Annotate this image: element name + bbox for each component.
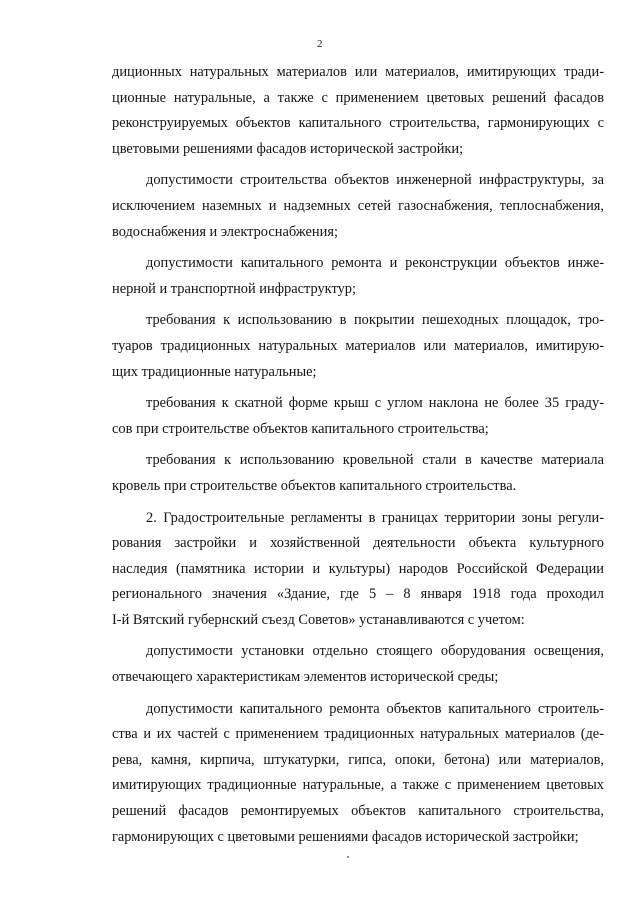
page-number: 2 (317, 38, 323, 50)
text-line: нерной и транспортной инфраструктур; (112, 280, 356, 297)
text-line: реконструируемых объектов капитального строительства, гармонирующих с (112, 115, 604, 132)
document-body (112, 60, 604, 856)
paragraph-continuation (112, 60, 604, 162)
text-line: сов при строительстве объектов капитального строительства; (112, 420, 489, 437)
paragraph-infrastructure-repair (112, 251, 604, 302)
text-line: гармонирующих с цветовыми решениями фасадов исторической застройки; (112, 828, 579, 845)
paragraph-capital-repair (112, 697, 604, 851)
text-line: отвечающего характеристикам элементов исторической среды; (112, 669, 499, 686)
text-line: цветовыми решениями фасадов исторической застройки; (112, 140, 464, 157)
text-line: 2. Градостроительные регламенты в границах территории зоны регули- (146, 509, 604, 526)
paragraph-roofing-steel (112, 448, 604, 499)
paragraph-pedestrian-paving (112, 308, 604, 385)
text-line: наследия (памятника истории и культуры) народов Российской Федерации (112, 560, 604, 577)
text-line: ства и их частей с применением традиционных натуральных материалов (де- (112, 726, 604, 743)
text-line: требования к скатной форме крыш с углом наклона не более 35 граду- (146, 395, 604, 412)
text-line: допустимости установки отдельно стоящего оборудования освещения, (146, 643, 604, 660)
text-line: I-й Вятский губернский съезд Советов» устанавливаются с учетом: (112, 611, 525, 628)
paragraph-section-2 (112, 506, 604, 634)
text-line: рования застройки и хозяйственной деятельности объекта культурного (112, 535, 604, 552)
text-line: ционные натуральные, а также с применением цветовых решений фасадов (112, 89, 604, 106)
text-line: решений фасадов ремонтируемых объектов капитального строительства, (112, 803, 604, 820)
paragraph-roof-slope (112, 391, 604, 442)
paragraph-engineering-infrastructure (112, 168, 604, 245)
text-line: допустимости строительства объектов инженерной инфраструктуры, за (146, 172, 604, 189)
scan-speck (347, 856, 349, 858)
text-line: диционных натуральных материалов или материалов, имитирующих тради- (112, 64, 604, 80)
text-line: кровель при строительстве объектов капитального строительства. (112, 477, 517, 494)
text-line: водоснабжения и электроснабжения; (112, 223, 338, 240)
text-line: регионального значения «Здание, где 5 – 8 января 1918 года проходил (112, 586, 604, 603)
text-line: допустимости капитального ремонта объектов капитального строитель- (146, 700, 604, 717)
text-line: допустимости капитального ремонта и реконструкции объектов инже- (146, 255, 604, 272)
text-line: щих традиционные натуральные; (112, 363, 317, 380)
text-line: рева, камня, кирпича, штукатурки, гипса, опоки, бетона) или материалов, (112, 751, 604, 768)
text-line: исключением наземных и надземных сетей газоснабжения, теплоснабжения, (112, 197, 604, 214)
text-line: имитирующих традиционные натуральные, а также с применением цветовых (112, 777, 604, 794)
paragraph-lighting-equipment (112, 639, 604, 690)
text-line: туаров традиционных натуральных материалов или материалов, имитирую- (112, 337, 604, 354)
text-line: требования к использованию кровельной стали в качестве материала (146, 452, 604, 469)
text-line: требования к использованию в покрытии пешеходных площадок, тро- (146, 312, 604, 329)
